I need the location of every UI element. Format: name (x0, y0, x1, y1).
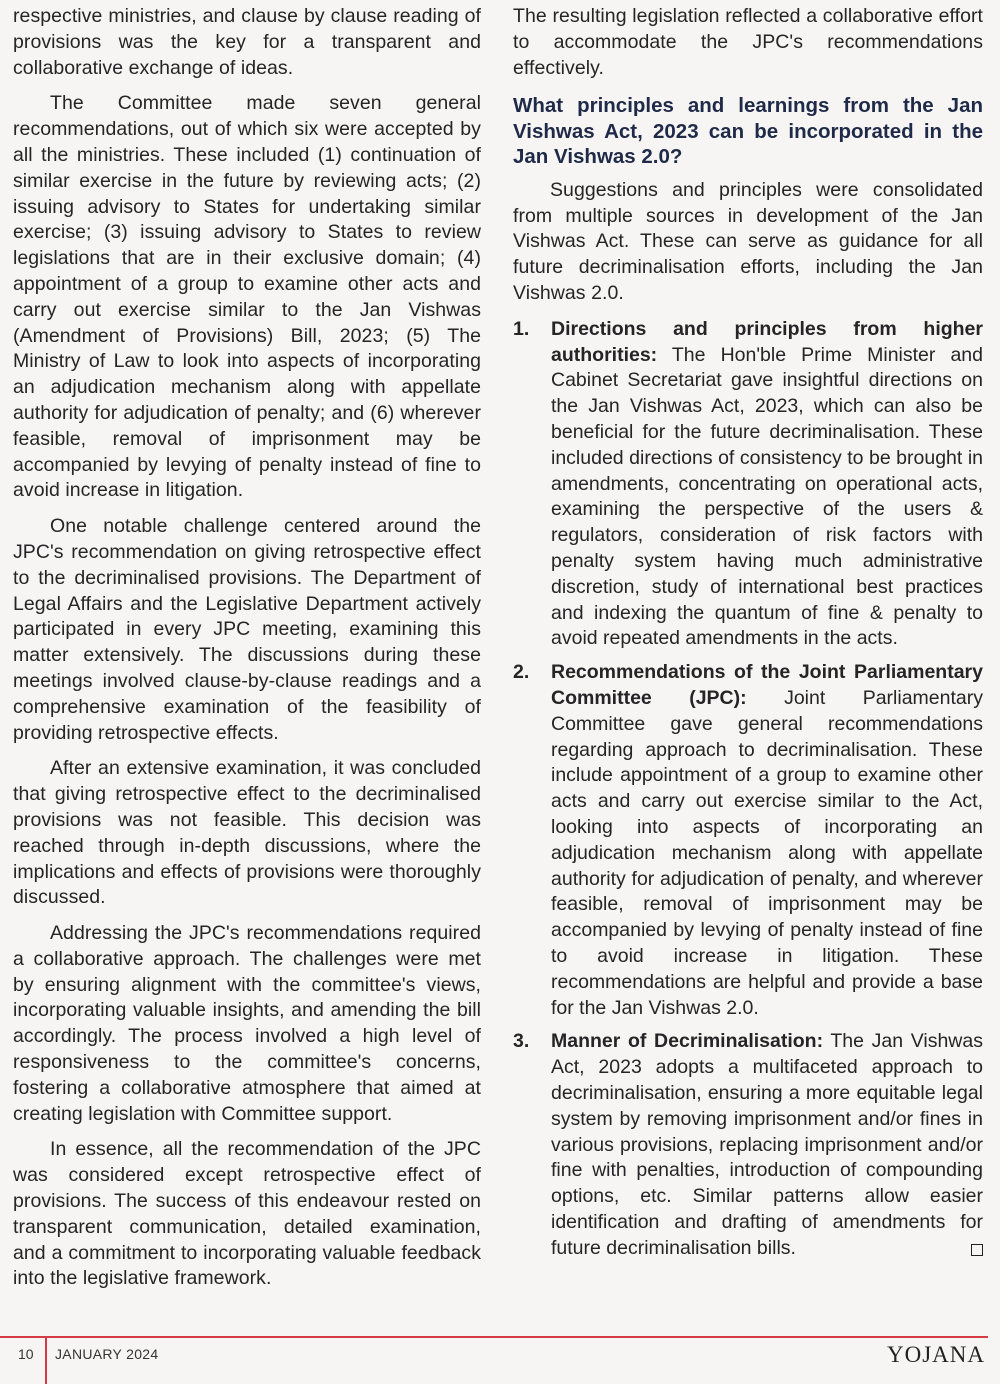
end-of-article-square-icon (971, 1244, 983, 1256)
list-item-body (551, 317, 983, 652)
paragraph: Suggestions and principles were consolidated from multiple sources in development of the Jan Vishwas Act. These can serve as guidance for all future decriminalisation efforts, including the Jan Vishwas 2.0. (513, 178, 983, 305)
list-item (513, 317, 983, 652)
magazine-brand: YOJANA (887, 1342, 985, 1367)
paragraph: respective ministries, and clause by clause reading of provisions was the key for a transparent and collaborative exchange of ideas. (13, 5, 481, 79)
left-column (13, 4, 481, 1302)
paragraph: After an extensive examination, it was concluded that giving retrospective effect to the decriminalised provisions was not feasible. This decision was reached through in-depth discussions, where the implications and effects of provisions were thoroughly discussed. (13, 757, 481, 909)
page-number: 10 (18, 1346, 34, 1362)
list-item-title: Recommendations of the Joint Parliamentary Committee (JPC): (551, 661, 983, 710)
paragraph: The resulting legislation reflected a collaborative effort to accommodate the JPC's recommendations effectively. (513, 5, 983, 79)
list-item-body (551, 1029, 983, 1261)
issue-date: JANUARY 2024 (55, 1346, 159, 1362)
list-number: 1. (513, 317, 530, 340)
list-item-title: Manner of Decriminalisation: (551, 1030, 824, 1053)
list-item-text: The Jan Vishwas Act, 2023 adopts a multifaceted approach to decriminalisation, ensuring a more equitable legal system by removing imprisonment and/or fines in various provisions, replacing imprisonment and/or fine with penalties, introduction of compounding options, etc. Similar patterns allow easier identification and drafting of amendments for future decriminalisation bills. (551, 1030, 983, 1259)
list-item (513, 1029, 983, 1261)
section-heading: What principles and learnings from the Jan Vishwas Act, 2023 can be incorporated in the Jan Vishwas 2.0? (513, 94, 983, 169)
paragraph: The Committee made seven general recommendations, out of which six were accepted by all the ministries. These included (1) continuation of similar exercise in the future by reviewing acts; (2) issuing advisory to States for undertaking similar exercise; (3) issuing advisory to States to review legislations that are in their exclusive domain; (4) appointment of a group to examine other acts and carry out exercise similar to the Jan Vishwas (Amendment of Provisions) Bill, 2023; (5) The Ministry of Law to look into aspects of incorporating an adjudication mechanism along with appellate authority for adjudication of penalty; and (6) wherever feasible, removal of imprisonment may be accompanied by levying of penalty instead of fine to avoid increase in litigation. (13, 92, 481, 502)
footer-divider-tick (45, 1336, 47, 1384)
list-item (513, 660, 983, 1021)
right-column (513, 4, 983, 1270)
list-number: 2. (513, 661, 530, 684)
footer-divider (0, 1336, 988, 1338)
list-number: 3. (513, 1030, 530, 1053)
list-item-text: Joint Parliamentary Committee gave general recommendations regarding approach to decriminalisation. These include appointment of a group to examine other acts and carry out exercise similar to the Act, looking into aspects of incorporating an adjudication mechanism along with appellate authority for adjudication of penalty, and wherever feasible, removal of imprisonment may be accompanied by levying of penalty instead of fine to avoid increase in litigation. These recommendations are helpful and provide a base for the Jan Vishwas 2.0. (551, 687, 983, 1019)
list-item-body (551, 660, 983, 1021)
paragraph: One notable challenge centered around the JPC's recommendation on giving retrospective effect to the decriminalised provisions. The Department of Legal Affairs and the Legislative Department actively participated in every JPC meeting, examining this matter extensively. The discussions during these meetings involved clause-by-clause readings and a comprehensive examination of the feasibility of providing retrospective effects. (13, 515, 481, 744)
paragraph: Addressing the JPC's recommendations required a collaborative approach. The challenges were met by ensuring alignment with the committee's views, incorporating valuable insights, and amending the bill accordingly. The process involved a high level of responsiveness to the committee's concerns, fostering a collaborative atmosphere that aimed at creating legislation with Committee support. (13, 922, 481, 1125)
list-item-text: The Hon'ble Prime Minister and Cabinet Secretariat gave insightful directions on the Jan Vishwas Act, 2023, which can also be beneficial for the future decriminalisation. These included directions of consistency to be brought in amendments, concentrating on operational acts, examining the perspective of the users & regulators, consideration of risk factors with penalty system having much administrative discretion, study of international best practices and indexing the quantum of fine & penalty to avoid repeated amendments in the acts. (551, 343, 983, 650)
list-item-title: Directions and principles from higher authorities: (551, 317, 983, 366)
paragraph: In essence, all the recommendation of the JPC was considered except retrospective effect of provisions. The success of this endeavour rested on transparent communication, detailed examination, and a commitment to incorporating valuable feedback into the legislative framework. (13, 1138, 481, 1290)
